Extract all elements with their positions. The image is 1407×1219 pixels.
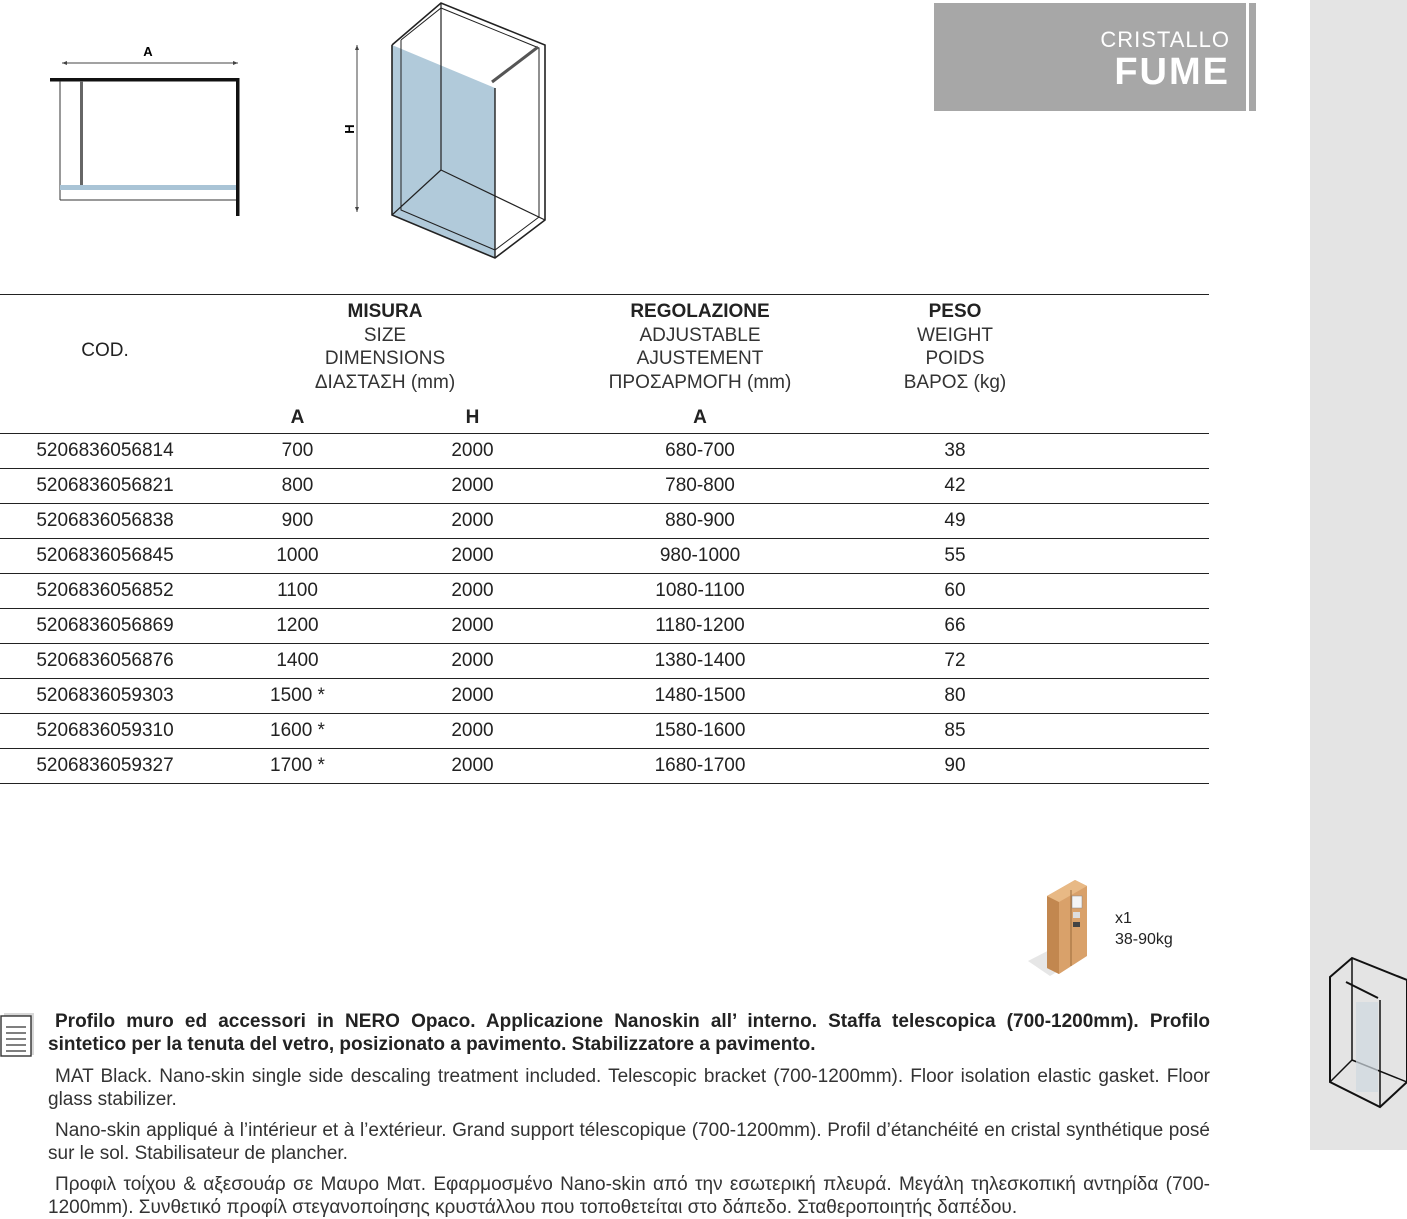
cell-code: 5206836059327	[0, 749, 210, 784]
cell-code: 5206836056814	[0, 434, 210, 469]
table-subheader-row	[0, 407, 1209, 434]
spec-table	[0, 294, 1209, 784]
cell-h: 2000	[385, 714, 560, 749]
table-row	[0, 714, 1209, 749]
cell-a: 700	[210, 434, 385, 469]
cell-a: 900	[210, 504, 385, 539]
table-row	[0, 504, 1209, 539]
table-row	[0, 749, 1209, 784]
elevation-label-h: H	[342, 124, 357, 134]
cell-weight: 85	[840, 714, 1070, 749]
cell-h: 2000	[385, 539, 560, 574]
cell-adjust: 1480-1500	[560, 679, 840, 714]
cell-adjust: 1080-1100	[560, 574, 840, 609]
cell-h: 2000	[385, 469, 560, 504]
cell-weight: 90	[840, 749, 1070, 784]
cell-adjust: 1380-1400	[560, 644, 840, 679]
plan-view-diagram	[40, 38, 250, 223]
description-el: Προφιλ τοίχου & αξεσουάρ σε Μαυρο Ματ. Εφαρμοσμένο Nano-skin από την εσωτερική πλευρά. Μεγάλη τηλεσκοπική αντηρίδα (700-1200mm). Συνθετικό προφίλ στεγανοποίησης κρυστάλλου που τοποθετείται στο δάπεδο. Σταθεροποιητής δαπέδου.	[48, 1174, 1210, 1218]
table-row	[0, 644, 1209, 679]
cell-weight: 66	[840, 609, 1070, 644]
cell-adjust: 680-700	[560, 434, 840, 469]
package-weight: 38-90kg	[1115, 931, 1173, 948]
header-size: MISURA SIZE DIMENSIONS ΔΙΑΣΤΑΣΗ (mm)	[314, 301, 456, 393]
description-fr: Nano-skin appliqué à l’intérieur et à l’extérieur. Grand support télescopique (700-1200mm). Profil d’étanchéité en cristal synthétique posé sur le sol. Stabilisateur de plancher.	[48, 1120, 1210, 1164]
table-header-row	[0, 295, 1209, 408]
cell-a: 1700 *	[210, 749, 385, 784]
package-qty: x1	[1115, 910, 1132, 927]
cell-code: 5206836059310	[0, 714, 210, 749]
cell-weight: 80	[840, 679, 1070, 714]
cell-adjust: 1680-1700	[560, 749, 840, 784]
cell-adjust: 1580-1600	[560, 714, 840, 749]
cell-weight: 55	[840, 539, 1070, 574]
cell-code: 5206836056838	[0, 504, 210, 539]
header-cod: COD.	[0, 295, 210, 408]
cell-code: 5206836056852	[0, 574, 210, 609]
subheader-a: A	[210, 407, 385, 434]
table-row	[0, 679, 1209, 714]
table-row	[0, 469, 1209, 504]
shower-thumbnail-icon	[1322, 952, 1407, 1112]
table-row	[0, 574, 1209, 609]
cell-h: 2000	[385, 574, 560, 609]
cell-adjust: 880-900	[560, 504, 840, 539]
cell-a: 1000	[210, 539, 385, 574]
table-row	[0, 434, 1209, 469]
document-icon	[0, 1013, 36, 1059]
elevation-diagram	[335, 0, 555, 265]
cell-adjust: 780-800	[560, 469, 840, 504]
cell-h: 2000	[385, 749, 560, 784]
cell-weight: 60	[840, 574, 1070, 609]
cell-h: 2000	[385, 609, 560, 644]
header-weight: PESO WEIGHT POIDS ΒΑΡΟΣ (kg)	[903, 301, 1007, 393]
cell-code: 5206836056869	[0, 609, 210, 644]
cell-h: 2000	[385, 504, 560, 539]
cell-a: 800	[210, 469, 385, 504]
description-it: Profilo muro ed accessori in NERO Opaco. Applicazione Nanoskin all’ interno. Staffa telescopica (700-1200mm). Profilo sintetico per la tenuta del vetro, posizionato a pavimento. Stabilizzatore a pavimento.	[48, 1011, 1210, 1055]
header-adjust: REGOLAZIONE ADJUSTABLE AJUSTEMENT ΠΡΟΣΑΡΜΟΓΗ (mm)	[608, 301, 792, 393]
cell-weight: 38	[840, 434, 1070, 469]
cell-adjust: 980-1000	[560, 539, 840, 574]
cell-h: 2000	[385, 434, 560, 469]
cell-a: 1100	[210, 574, 385, 609]
subheader-adj-a: A	[560, 407, 840, 434]
package-box-icon	[1025, 876, 1095, 981]
badge-line2: FUME	[1114, 51, 1230, 93]
cell-weight: 72	[840, 644, 1070, 679]
description-en: MAT Black. Nano-skin single side descaling treatment included. Telescopic bracket (700-1200mm). Floor isolation elastic gasket. Floor glass stabilizer.	[48, 1066, 1210, 1110]
product-badge	[934, 3, 1246, 111]
table-row	[0, 539, 1209, 574]
cell-a: 1400	[210, 644, 385, 679]
subheader-h: H	[385, 407, 560, 434]
cell-code: 5206836056876	[0, 644, 210, 679]
cell-code: 5206836059303	[0, 679, 210, 714]
cell-weight: 42	[840, 469, 1070, 504]
cell-a: 1500 *	[210, 679, 385, 714]
cell-a: 1200	[210, 609, 385, 644]
cell-weight: 49	[840, 504, 1070, 539]
badge-edge	[1246, 3, 1256, 111]
cell-code: 5206836056821	[0, 469, 210, 504]
plan-label-a: A	[143, 44, 153, 59]
cell-h: 2000	[385, 679, 560, 714]
package-info	[1115, 908, 1173, 950]
table-row	[0, 609, 1209, 644]
cell-a: 1600 *	[210, 714, 385, 749]
cell-h: 2000	[385, 644, 560, 679]
badge-line1: CRISTALLO	[1100, 27, 1230, 52]
cell-adjust: 1180-1200	[560, 609, 840, 644]
cell-code: 5206836056845	[0, 539, 210, 574]
